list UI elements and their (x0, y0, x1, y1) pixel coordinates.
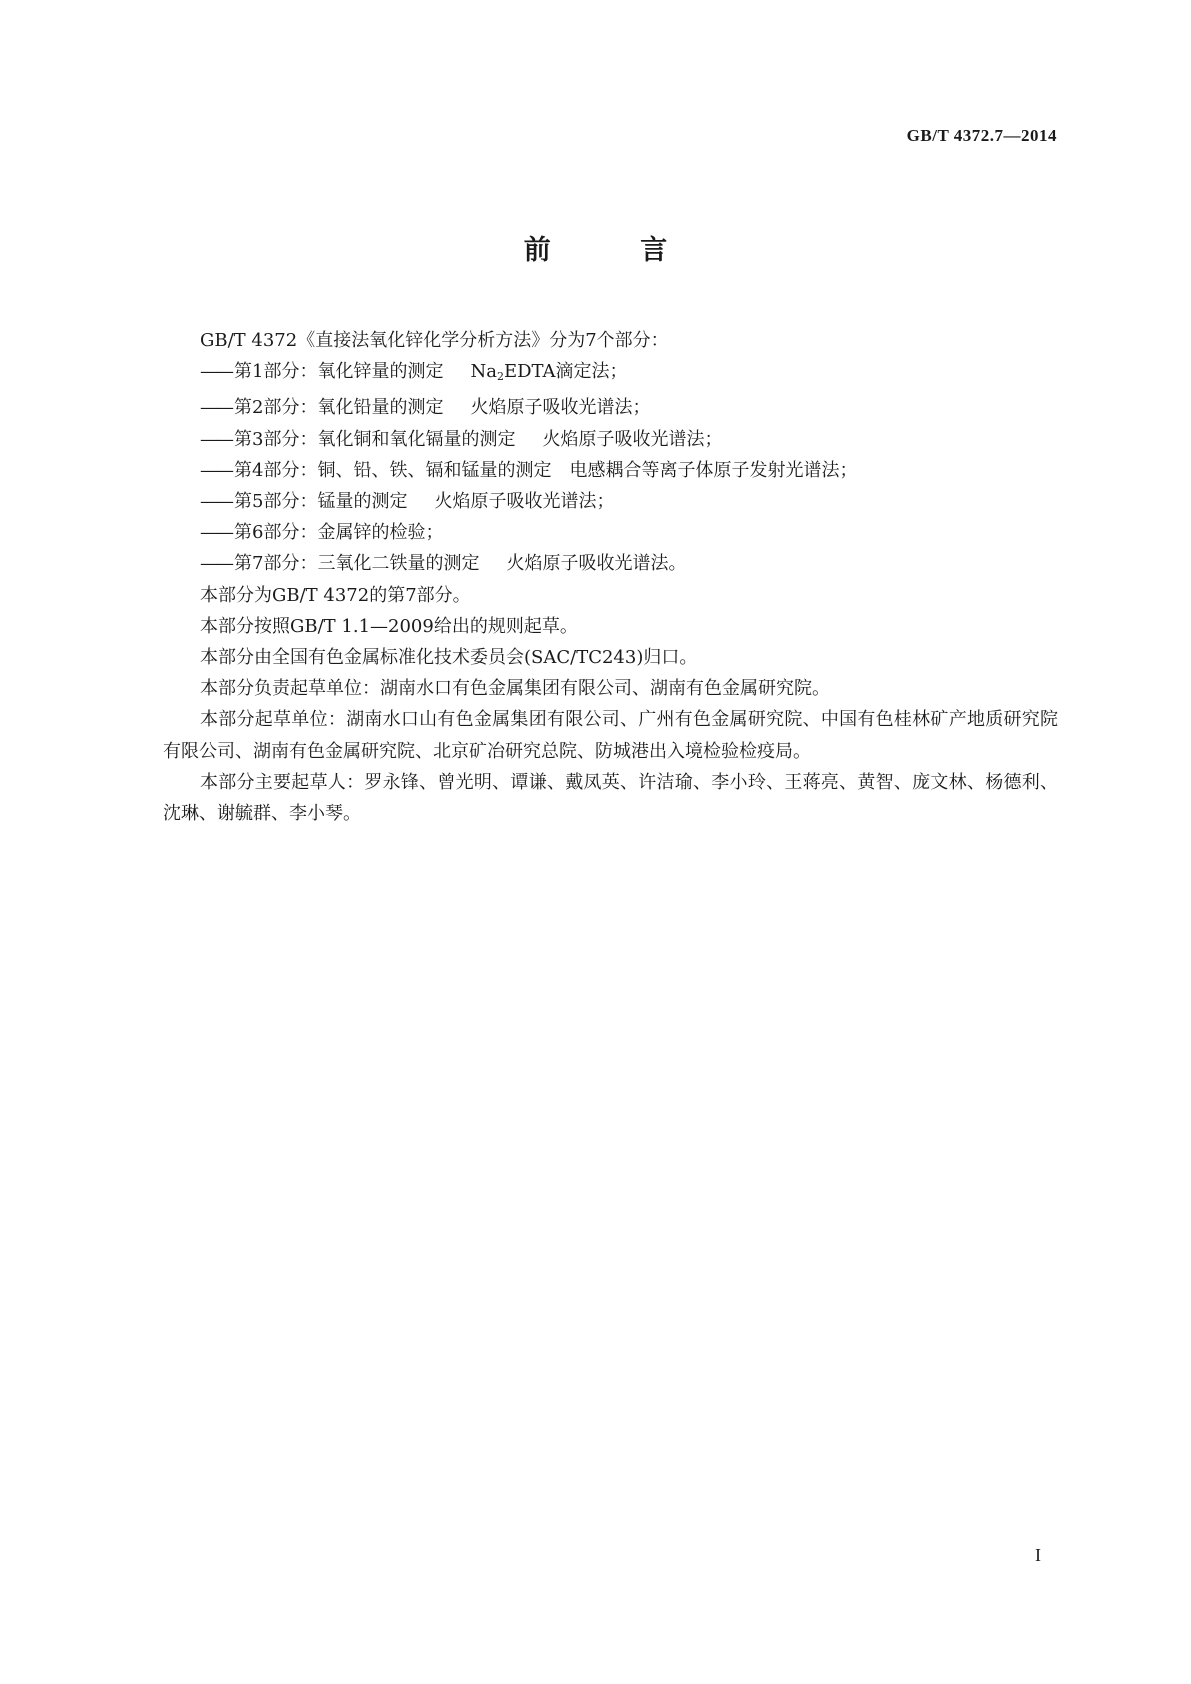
document-body (163, 325, 1058, 829)
part-method: Na (470, 361, 497, 383)
page-title: 前 言 (523, 235, 708, 266)
paragraph-part-number: 本部分为GB/T 4372的第7部分。 (200, 584, 471, 606)
part-item-6 (163, 517, 1058, 548)
part-method: 火焰原子吸收光谱法； (542, 428, 723, 450)
part-title: 第2部分：氧化铅量的测定 (234, 397, 444, 419)
paragraph-committee: 本部分由全国有色金属标准化技术委员会(SAC/TC243)归口。 (200, 647, 698, 669)
subscript: 2 (496, 370, 504, 384)
part-item-7 (163, 548, 1058, 579)
page-number: I (1035, 1545, 1041, 1565)
part-method: 电感耦合等离子体原子发射光谱法； (569, 459, 858, 481)
part-title: 第4部分：铜、铅、铁、镉和锰量的测定 (234, 459, 552, 481)
part-item-4 (163, 455, 1058, 486)
dash-marker: —— (200, 459, 232, 481)
part-title: 第5部分：锰量的测定 (234, 491, 408, 513)
part-item-2 (163, 392, 1058, 423)
paragraph-drafting-units: 本部分起草单位：湖南水口山有色金属集团有限公司、广州有色金属研究院、中国有色桂林矿产地质研究院有限公司、湖南有色金属研究院、北京矿冶研究总院、防城港出入境检验检疫局。 (163, 709, 1058, 762)
part-method: 火焰原子吸收光谱法； (434, 491, 615, 513)
dash-marker: —— (200, 428, 232, 450)
dash-marker: —— (200, 553, 232, 575)
paragraph-responsible-units: 本部分负责起草单位：湖南水口有色金属集团有限公司、湖南有色金属研究院。 (200, 678, 830, 700)
part-title: 第3部分：氧化铜和氧化镉量的测定 (234, 428, 516, 450)
part-title: 第1部分：氧化锌量的测定 (234, 361, 444, 383)
paragraph-drafting-rules: 本部分按照GB/T 1.1—2009给出的规则起草。 (200, 615, 578, 637)
part-method: 火焰原子吸收光谱法。 (506, 553, 687, 575)
dash-marker: —— (200, 522, 232, 544)
part-item-5 (163, 486, 1058, 517)
standard-code: GB/T 4372.7—2014 (906, 126, 1057, 145)
paragraph-drafters: 本部分主要起草人：罗永锋、曾光明、谭谦、戴凤英、许洁瑜、李小玲、王蒋亮、黄智、庞文林、杨德利、沈琳、谢毓群、李小琴。 (163, 771, 1058, 825)
part-title: 第6部分：金属锌的检验； (234, 522, 444, 544)
dash-marker: —— (200, 491, 232, 513)
part-title: 第7部分：三氧化二铁量的测定 (234, 553, 480, 575)
part-item-1 (163, 356, 1058, 392)
dash-marker: —— (200, 361, 232, 383)
part-item-3 (163, 424, 1058, 455)
dash-marker: —— (200, 397, 232, 419)
intro-paragraph: GB/T 4372《直接法氧化锌化学分析方法》分为7个部分： (200, 330, 669, 351)
part-method: 火焰原子吸收光谱法； (470, 397, 651, 419)
part-method-tail: EDTA滴定法； (503, 361, 628, 383)
